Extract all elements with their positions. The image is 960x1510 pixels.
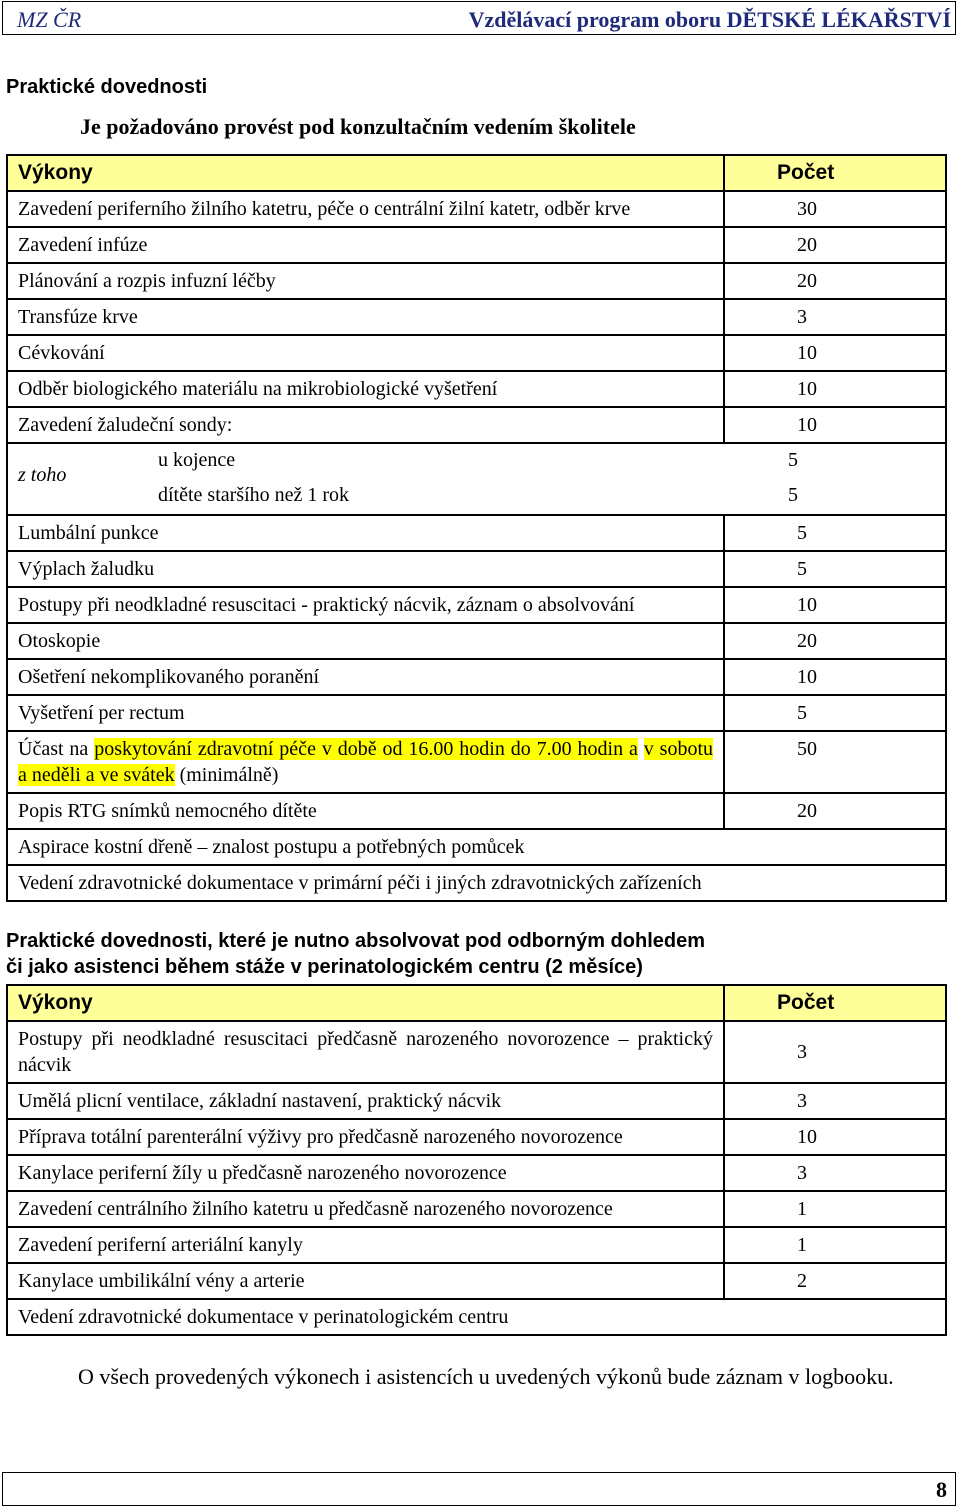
table-row (7, 515, 946, 551)
row-label: Výplach žaludku (7, 551, 724, 587)
table-row (7, 587, 946, 623)
table-row (7, 551, 946, 587)
table-row-ztoho (7, 443, 946, 515)
table-row (7, 829, 946, 865)
table-row (7, 299, 946, 335)
table-row (7, 1191, 946, 1227)
header-ministry: MZ ČR (17, 7, 82, 32)
row-label: Vyšetření per rectum (7, 695, 724, 731)
table-header-row (7, 155, 946, 191)
section2-title (6, 928, 705, 980)
table-row (7, 695, 946, 731)
table-row (7, 407, 946, 443)
column-header-count: Počet (724, 985, 946, 1021)
duty-highlight-hours: poskytování zdravotní péče v době od 16.00 hodin do 7.00 hodin a (94, 738, 638, 760)
duty-count: 50 (724, 731, 946, 793)
section2-title-line2: či jako asistenci během stáže v perinatologickém centru (2 měsíce) (6, 956, 643, 978)
table-row (7, 227, 946, 263)
table-row (7, 623, 946, 659)
skills-table-1 (6, 154, 947, 902)
duty-label (7, 731, 724, 793)
row-count: 1 (724, 1227, 946, 1263)
table-row (7, 1299, 946, 1335)
column-header-actions: Výkony (7, 155, 724, 191)
row-count: 20 (724, 793, 946, 829)
table-row-duty (7, 731, 946, 793)
table-row (7, 1083, 946, 1119)
ztoho-item-count: 5 (788, 449, 798, 471)
duty-suffix: (minimálně) (174, 764, 279, 786)
ztoho-item-count: 5 (788, 484, 798, 506)
row-count: 3 (724, 299, 946, 335)
table-row (7, 793, 946, 829)
ztoho-item-label: dítěte staršího než 1 rok (158, 484, 350, 506)
table-row (7, 263, 946, 299)
row-count: 3 (724, 1083, 946, 1119)
table-row (7, 659, 946, 695)
ztoho-item-label: u kojence (158, 449, 236, 471)
row-label: Cévkování (7, 335, 724, 371)
row-count: 10 (724, 371, 946, 407)
row-label: Otoskopie (7, 623, 724, 659)
table-row (7, 1119, 946, 1155)
skills-table-2 (6, 984, 947, 1336)
row-label: Aspirace kostní dřeně – znalost postupu a potřebných pomůcek (7, 829, 946, 865)
row-count: 20 (724, 227, 946, 263)
row-label: Plánování a rozpis infuzní léčby (7, 263, 724, 299)
row-label: Lumbální punkce (7, 515, 724, 551)
row-count: 5 (724, 695, 946, 731)
row-count: 10 (724, 659, 946, 695)
row-label: Vedení zdravotnické dokumentace v primární péči i jiných zdravotnických zařízeních (7, 865, 946, 901)
row-label: Transfúze krve (7, 299, 724, 335)
ztoho-cell (7, 443, 946, 515)
row-label: Ošetření nekomplikovaného poranění (7, 659, 724, 695)
table-row (7, 865, 946, 901)
table-header-row (7, 985, 946, 1021)
section2-title-line1: Praktické dovednosti, které je nutno absolvovat pod odborným dohledem (6, 930, 706, 952)
table-row (7, 191, 946, 227)
duty-highlight-weekend: v sobotu a neděli a ve svátek (18, 738, 714, 786)
row-label: Zavedení periferního žilního katetru, péče o centrální žilní katetr, odběr krve (7, 191, 724, 227)
table-row (7, 1227, 946, 1263)
column-header-count: Počet (724, 155, 946, 191)
table-row (7, 1263, 946, 1299)
header-program-title: Vzdělávací program oboru DĚTSKÉ LÉKAŘSTVÍ (468, 7, 951, 32)
row-count: 10 (724, 407, 946, 443)
logbook-note: O všech provedených výkonech i asistencích u uvedených výkonů bude záznam v logbooku. (78, 1364, 894, 1389)
section1-subtitle: Je požadováno provést pod konzultačním vedením školitele (80, 114, 636, 139)
table-row (7, 1155, 946, 1191)
row-count: 10 (724, 1119, 946, 1155)
row-count: 3 (724, 1021, 946, 1083)
row-count: 2 (724, 1263, 946, 1299)
row-count: 10 (724, 587, 946, 623)
ztoho-label: z toho (18, 464, 67, 486)
table-row (7, 371, 946, 407)
row-count: 10 (724, 335, 946, 371)
row-count: 30 (724, 191, 946, 227)
row-label: Zavedení periferní arteriální kanyly (7, 1227, 724, 1263)
page-header (2, 1, 956, 35)
row-label: Vedení zdravotnické dokumentace v perinatologickém centru (7, 1299, 946, 1335)
row-label: Popis RTG snímků nemocného dítěte (7, 793, 724, 829)
column-header-actions: Výkony (7, 985, 724, 1021)
row-label: Postupy při neodkladné resuscitaci předčasně narozeného novorozence – praktický nácvik (7, 1021, 724, 1083)
row-label: Zavedení žaludeční sondy: (7, 407, 724, 443)
row-count: 20 (724, 623, 946, 659)
row-label: Postupy při neodkladné resuscitaci - praktický nácvik, záznam o absolvování (7, 587, 724, 623)
row-count: 5 (724, 551, 946, 587)
page-footer (2, 1472, 956, 1506)
row-label: Zavedení centrálního žilního katetru u předčasně narozeného novorozence (7, 1191, 724, 1227)
row-count: 1 (724, 1191, 946, 1227)
page-number: 8 (936, 1477, 947, 1502)
row-count: 20 (724, 263, 946, 299)
duty-prefix: Účast na (18, 738, 95, 760)
row-label: Příprava totální parenterální výživy pro předčasně narozeného novorozence (7, 1119, 724, 1155)
row-label: Zavedení infúze (7, 227, 724, 263)
table-row (7, 335, 946, 371)
row-label: Kanylace umbilikální vény a arterie (7, 1263, 724, 1299)
row-label: Odběr biologického materiálu na mikrobiologické vyšetření (7, 371, 724, 407)
row-count: 5 (724, 515, 946, 551)
row-label: Umělá plicní ventilace, základní nastavení, praktický nácvik (7, 1083, 724, 1119)
row-count: 3 (724, 1155, 946, 1191)
section1-title: Praktické dovednosti (6, 76, 208, 98)
table-row (7, 1021, 946, 1083)
row-label: Kanylace periferní žíly u předčasně narozeného novorozence (7, 1155, 724, 1191)
